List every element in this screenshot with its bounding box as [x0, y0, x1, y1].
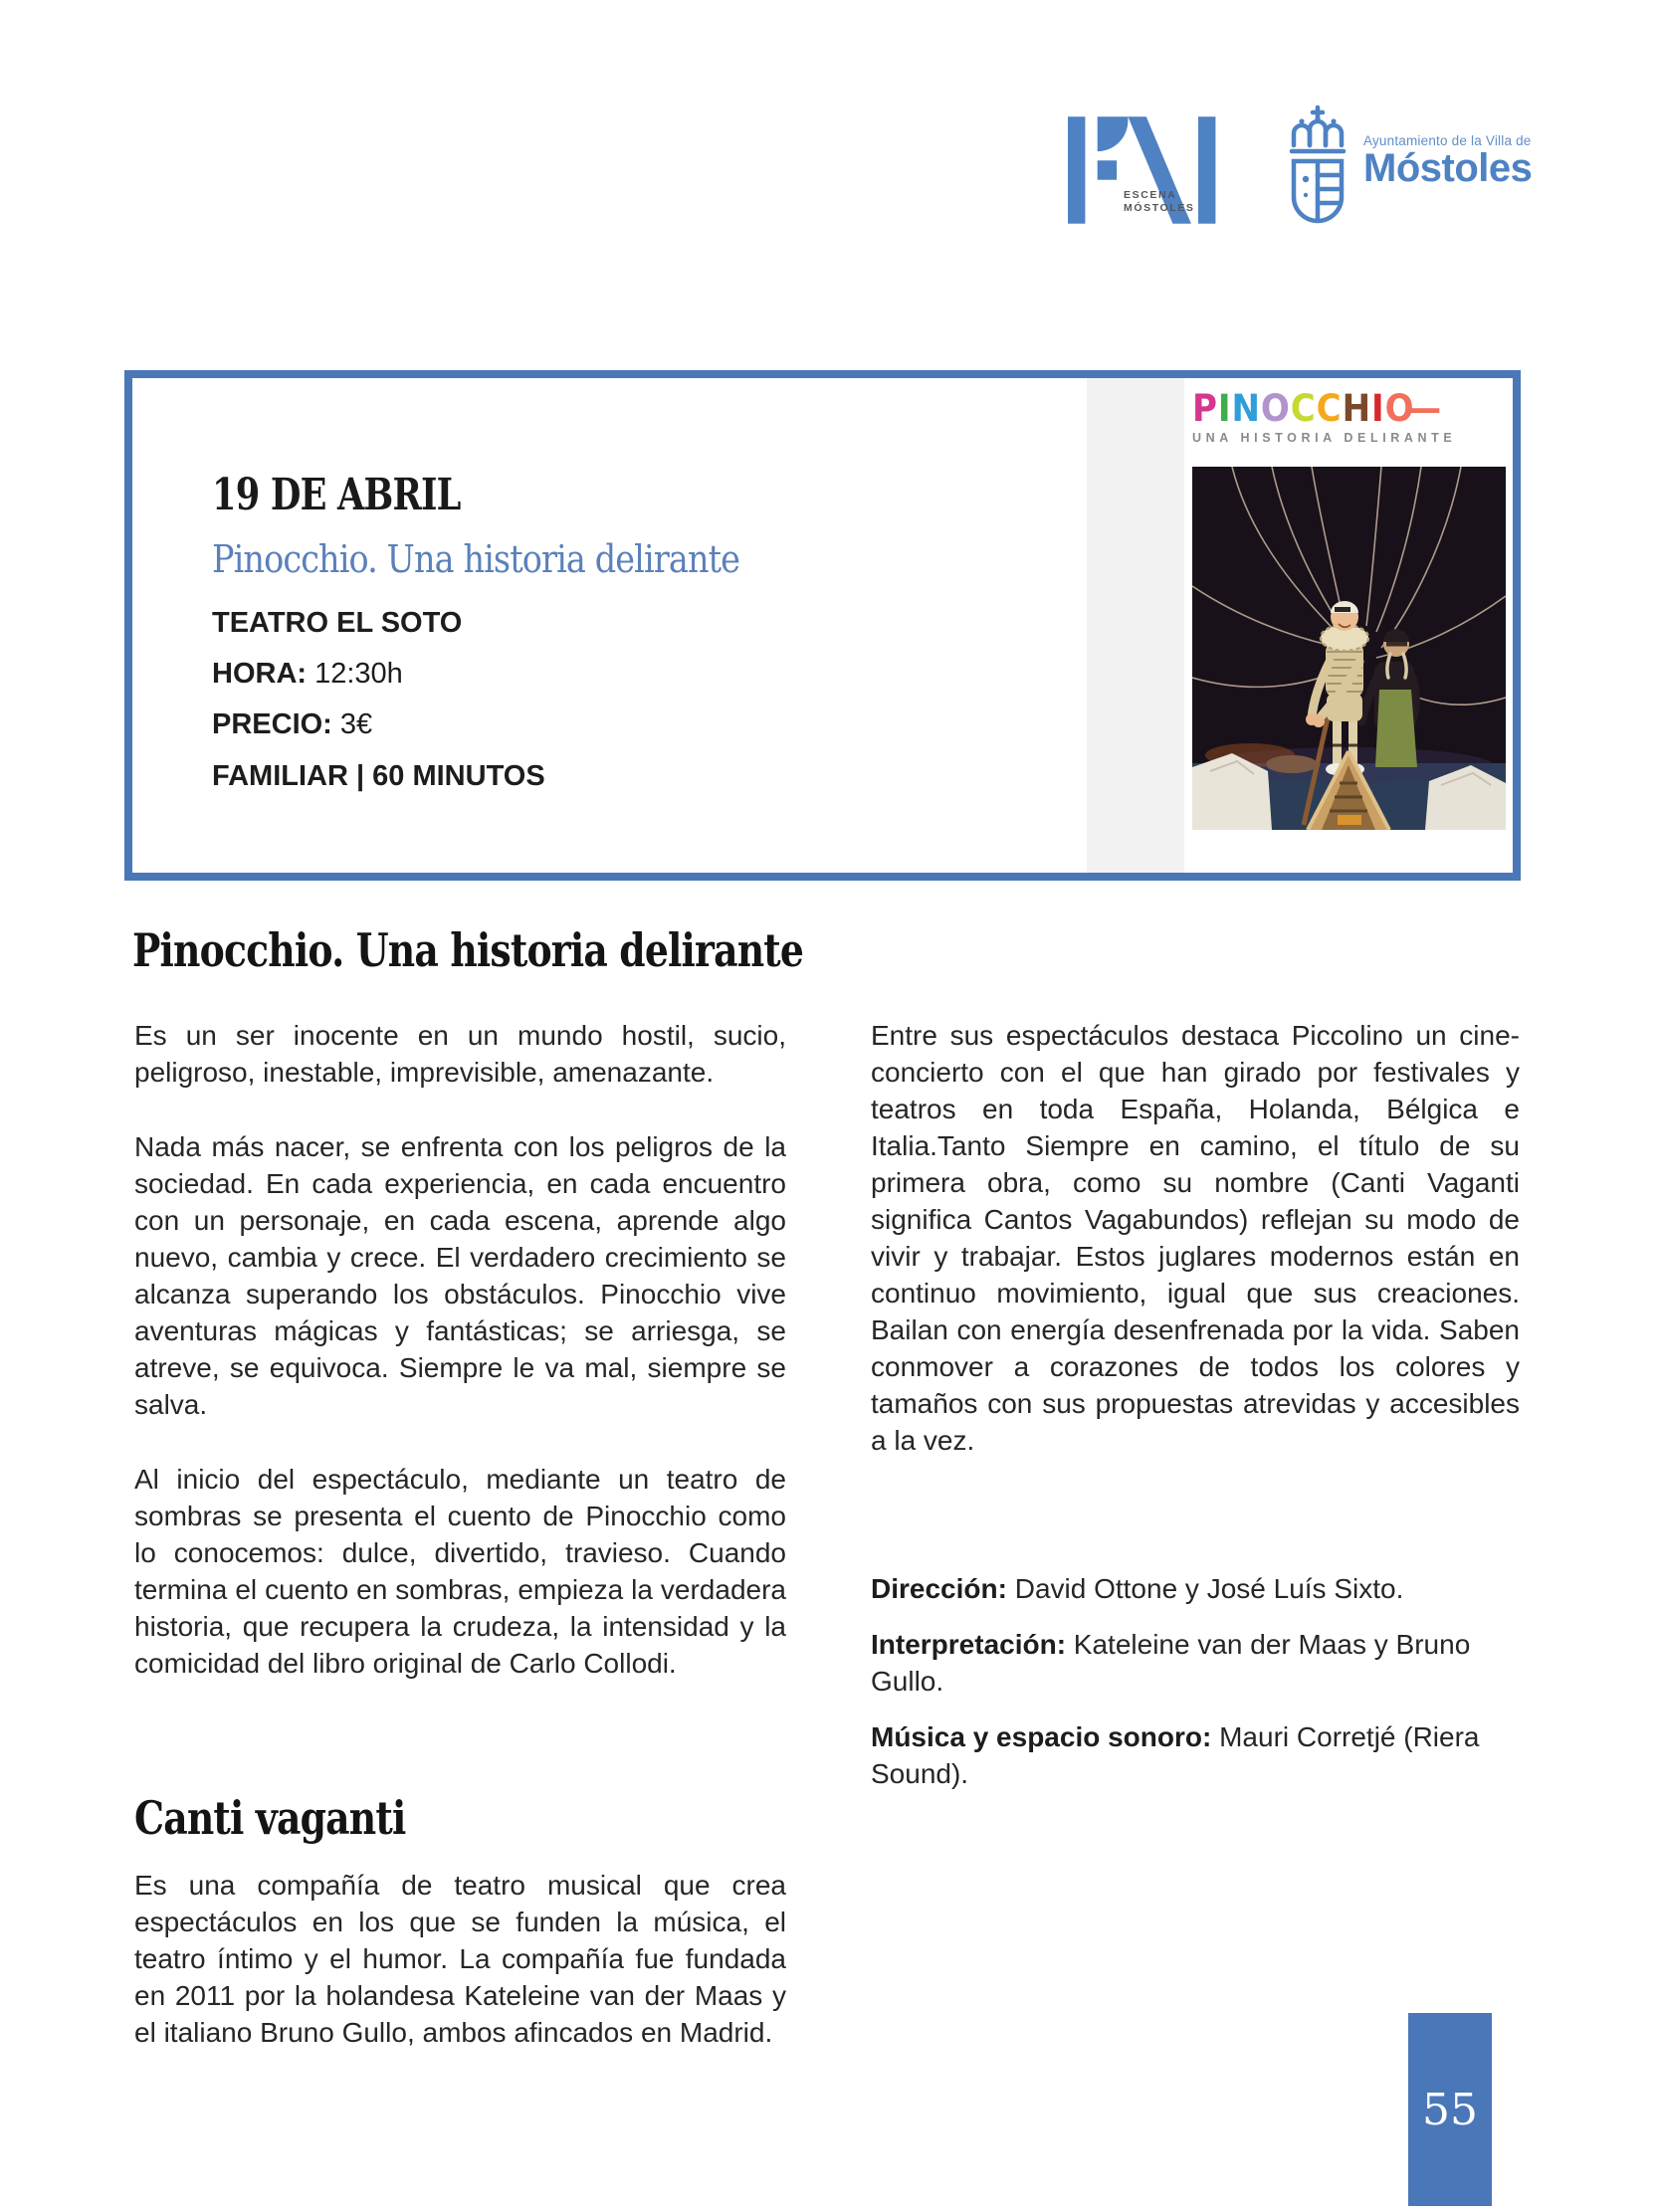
mostoles-crest-icon [1286, 103, 1349, 239]
poster-letter: O [1260, 387, 1291, 430]
poster-letter: — [1407, 387, 1443, 430]
article-right-column [871, 1017, 1520, 1497]
article-title: Pinocchio. Una historia delirante [132, 923, 804, 977]
poster-letter: O [1384, 387, 1415, 430]
poster-letter: I [1370, 387, 1385, 430]
poster-subtitle: UNA HISTORIA DELIRANTE [1192, 431, 1457, 445]
price-value: 3€ [339, 708, 373, 741]
event-venue: TEATRO EL SOTO [212, 606, 463, 639]
page-number-badge [1408, 2013, 1492, 2206]
credit-line: Dirección: David Ottone y José Luís Sixto. [871, 1573, 1404, 1604]
ayuntamiento-text [1363, 103, 1532, 239]
event-title: Pinocchio. Una historia delirante [212, 537, 740, 581]
paragraph: Es una compañía de teatro musical que crea espectáculos en los que se funden la música, el teatro íntimo y el humor. La compañía fue fundada en 2011 por la holandesa Kateleine van der Maas y el italiano Bruno Gullo, ambos afincados en Madrid. [134, 1870, 786, 2048]
poster-letter: C [1290, 387, 1317, 430]
credits-block [871, 1570, 1528, 1811]
subheading-canti-vaganti: Canti vaganti [134, 1791, 406, 1845]
card-divider-strip [1087, 378, 1184, 873]
poster-letter: I [1217, 387, 1232, 430]
event-tag: FAMILIAR | 60 MINUTOS [212, 759, 545, 792]
poster-letter: H [1342, 387, 1371, 430]
ayuntamiento-small-text: Ayuntamiento de la Villa de [1363, 133, 1532, 148]
em-logo-text: ESCENA MÓSTOLES [1124, 189, 1195, 214]
event-time [212, 658, 811, 691]
poster-letter: C [1316, 387, 1343, 430]
show-poster [1192, 387, 1506, 830]
event-card [124, 370, 1521, 881]
ayuntamiento-city: Móstoles [1363, 146, 1533, 190]
escena-mostoles-logo [1068, 115, 1241, 225]
canti-vaganti-section [134, 1791, 786, 2051]
time-value: 12:30h [314, 658, 403, 691]
paragraph: Nada más nacer, se enfrenta con los peligros de la sociedad. En cada experiencia, en cada encuentro con un personaje, en cada escena, aprende algo nuevo, cambia y crece. El verdadero crecimiento se alcanza superando los obstáculos. Pinocchio vive aventuras mágicas y fantásticas; se arriesga, se atreve, se equivoca. Siempre le va mal, siempre se salva. [134, 1131, 786, 1420]
article-left-column [134, 1017, 786, 1719]
paragraph: Al inicio del espectáculo, mediante un teatro de sombras se presenta el cuento de Pinocchio como lo conocemos: dulce, divertido, travieso. Cuando termina el cuento en sombras, empieza la verdadera historia, que recupera la crudeza, la intensidad y la comicidad del libro original de Carlo Collodi. [134, 1464, 786, 1679]
poster-letter: P [1192, 387, 1218, 430]
poster-photo [1192, 467, 1506, 830]
page-number: 55 [1422, 2084, 1478, 2135]
credit-line: Música y espacio sonoro: Mauri Corretjé (Riera Sound). [871, 1721, 1480, 1789]
paragraph: Es un ser inocente en un mundo hostil, sucio, peligroso, inestable, imprevisible, amenazante. [134, 1020, 786, 1088]
poster-letter: N [1231, 387, 1261, 430]
credit-line: Interpretación: Kateleine van der Maas y Bruno Gullo. [871, 1629, 1471, 1697]
ayuntamiento-logo [1286, 103, 1532, 239]
event-date: 19 DE ABRIL [212, 470, 461, 520]
canti-vaganti-paragraphs [134, 1867, 786, 2051]
poster-title [1192, 387, 1481, 430]
time-label: HORA: [212, 658, 308, 691]
paragraph: Entre sus espectáculos destaca Piccolino un cine-concierto con el que han girado por festivales y teatros en toda España, Holanda, Bélgica e Italia.Tanto Siempre en camino, el título de su primera obra, como su nombre (Canti Vaganti significa Cantos Vagabundos) reflejan su modo de vivir y trabajar. Estos juglares modernos están en continuo movimiento, igual que sus creaciones. Bailan con energía desenfrenada por la vida. Saben conmover a corazones de todos los colores y tamaños con sus propuestas atrevidas y accesibles a la vez. [871, 1020, 1520, 1456]
event-price [212, 708, 811, 741]
event-card-text [212, 470, 811, 793]
price-label: PRECIO: [212, 708, 332, 741]
